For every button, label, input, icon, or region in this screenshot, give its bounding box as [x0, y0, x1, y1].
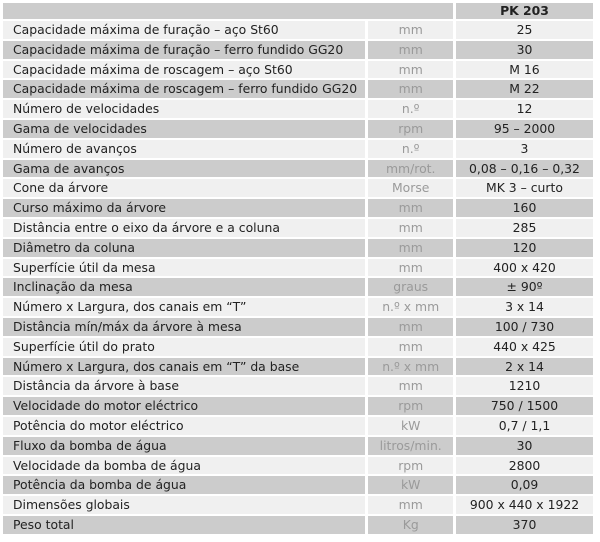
table-row [3, 120, 593, 140]
spec-unit: mm [368, 61, 456, 81]
spec-label: Potência do motor eléctrico [3, 417, 368, 437]
spec-unit: mm [368, 496, 456, 516]
table-row [3, 21, 593, 41]
spec-unit: Morse [368, 179, 456, 199]
table-row [3, 219, 593, 239]
spec-value: 3 x 14 [456, 298, 593, 318]
spec-label: Número de velocidades [3, 100, 368, 120]
spec-value: 3 [456, 140, 593, 160]
spec-table-body [3, 3, 593, 536]
spec-unit: mm [368, 318, 456, 338]
spec-value: M 16 [456, 61, 593, 81]
header-label-cell [3, 3, 456, 21]
spec-unit: kW [368, 417, 456, 437]
table-row [3, 239, 593, 259]
spec-label: Capacidade máxima de roscagem – ferro fundido GG20 [3, 80, 368, 100]
spec-value: MK 3 – curto [456, 179, 593, 199]
spec-label: Velocidade da bomba de água [3, 457, 368, 477]
spec-label: Distância da árvore à base [3, 377, 368, 397]
table-row [3, 80, 593, 100]
spec-label: Número x Largura, dos canais em “T” [3, 298, 368, 318]
spec-label: Peso total [3, 516, 368, 536]
spec-unit: Kg [368, 516, 456, 536]
spec-value: 400 x 420 [456, 259, 593, 279]
spec-unit: n.º [368, 140, 456, 160]
spec-unit: mm [368, 21, 456, 41]
table-row [3, 140, 593, 160]
table-row [3, 457, 593, 477]
table-header-row [3, 3, 593, 21]
spec-value: 12 [456, 100, 593, 120]
spec-label: Distância entre o eixo da árvore e a coluna [3, 219, 368, 239]
spec-value: 25 [456, 21, 593, 41]
spec-value: M 22 [456, 80, 593, 100]
spec-label: Fluxo da bomba de água [3, 437, 368, 457]
spec-value: 30 [456, 437, 593, 457]
spec-unit: rpm [368, 120, 456, 140]
spec-value: 900 x 440 x 1922 [456, 496, 593, 516]
spec-value: 100 / 730 [456, 318, 593, 338]
table-row [3, 437, 593, 457]
spec-label: Dimensões globais [3, 496, 368, 516]
table-row [3, 338, 593, 358]
spec-unit: rpm [368, 397, 456, 417]
spec-label: Capacidade máxima de furação – aço St60 [3, 21, 368, 41]
spec-unit: n.º x mm [368, 358, 456, 378]
spec-unit: mm [368, 338, 456, 358]
spec-unit: mm/rot. [368, 160, 456, 180]
spec-label: Gama de avanços [3, 160, 368, 180]
spec-unit: mm [368, 41, 456, 61]
table-row [3, 61, 593, 81]
spec-label: Capacidade máxima de furação – ferro fundido GG20 [3, 41, 368, 61]
spec-label: Cone da árvore [3, 179, 368, 199]
spec-unit: mm [368, 199, 456, 219]
spec-label: Diâmetro da coluna [3, 239, 368, 259]
spec-value: 750 / 1500 [456, 397, 593, 417]
spec-label: Velocidade do motor eléctrico [3, 397, 368, 417]
spec-label: Inclinação da mesa [3, 278, 368, 298]
table-row [3, 160, 593, 180]
spec-label: Número de avanços [3, 140, 368, 160]
table-row [3, 259, 593, 279]
table-row [3, 41, 593, 61]
spec-label: Capacidade máxima de roscagem – aço St60 [3, 61, 368, 81]
spec-value: 95 – 2000 [456, 120, 593, 140]
table-row [3, 397, 593, 417]
spec-value: ± 90º [456, 278, 593, 298]
spec-value: 0,08 – 0,16 – 0,32 [456, 160, 593, 180]
spec-unit: rpm [368, 457, 456, 477]
spec-unit: mm [368, 80, 456, 100]
table-row [3, 100, 593, 120]
table-row [3, 179, 593, 199]
spec-value: 0,7 / 1,1 [456, 417, 593, 437]
table-row [3, 476, 593, 496]
spec-label: Curso máximo da árvore [3, 199, 368, 219]
table-row [3, 496, 593, 516]
table-row [3, 377, 593, 397]
spec-value: 2 x 14 [456, 358, 593, 378]
spec-value: 2800 [456, 457, 593, 477]
spec-value: 1210 [456, 377, 593, 397]
spec-value: 440 x 425 [456, 338, 593, 358]
spec-label: Superfície útil do prato [3, 338, 368, 358]
spec-unit: n.º [368, 100, 456, 120]
table-row [3, 516, 593, 536]
spec-value: 0,09 [456, 476, 593, 496]
spec-label: Gama de velocidades [3, 120, 368, 140]
spec-unit: mm [368, 377, 456, 397]
table-row [3, 278, 593, 298]
header-model: PK 203 [456, 3, 593, 21]
spec-value: 370 [456, 516, 593, 536]
table-row [3, 318, 593, 338]
spec-value: 285 [456, 219, 593, 239]
table-row [3, 417, 593, 437]
spec-label: Superfície útil da mesa [3, 259, 368, 279]
spec-label: Distância mín/máx da árvore à mesa [3, 318, 368, 338]
table-row [3, 199, 593, 219]
spec-unit: mm [368, 239, 456, 259]
spec-table [3, 3, 593, 536]
spec-unit: n.º x mm [368, 298, 456, 318]
spec-label: Número x Largura, dos canais em “T” da base [3, 358, 368, 378]
spec-value: 160 [456, 199, 593, 219]
spec-unit: graus [368, 278, 456, 298]
table-row [3, 358, 593, 378]
spec-value: 30 [456, 41, 593, 61]
table-row [3, 298, 593, 318]
spec-value: 120 [456, 239, 593, 259]
spec-unit: kW [368, 476, 456, 496]
spec-unit: litros/min. [368, 437, 456, 457]
spec-unit: mm [368, 219, 456, 239]
spec-label: Potência da bomba de água [3, 476, 368, 496]
spec-unit: mm [368, 259, 456, 279]
